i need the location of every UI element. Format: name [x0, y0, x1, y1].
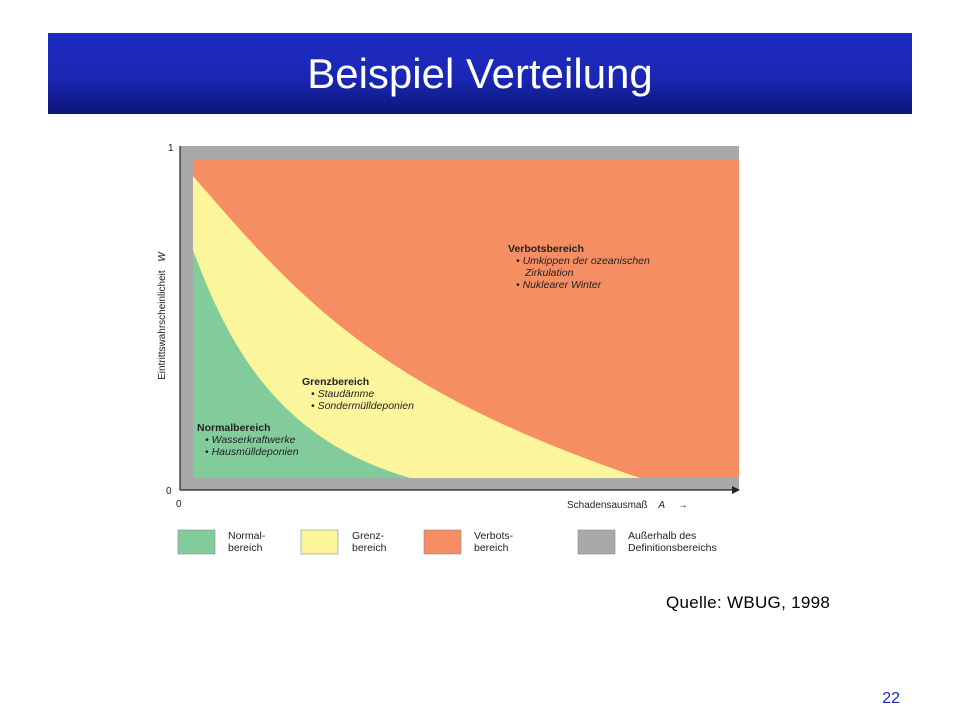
legend-swatch-outside — [578, 530, 615, 554]
x-axis-label — [567, 500, 688, 511]
legend-swatch-grenz — [301, 530, 338, 554]
grenz-item-2: • Sondermülldeponien — [311, 400, 414, 412]
normal-item-1: • Wasserkraftwerke — [205, 434, 296, 446]
legend-swatch-normal — [178, 530, 215, 554]
x-axis-label-text: Schadensausmaß — [567, 500, 648, 511]
normal-item-2: • Hausmülldeponien — [205, 446, 299, 458]
slide-title: Beispiel Verteilung — [307, 49, 653, 97]
legend-label-verbots-1: Verbots- — [474, 530, 514, 542]
x-axis-symbol: A — [658, 500, 666, 511]
grenz-item-1: • Staudämme — [311, 388, 375, 400]
verbots-item-1: • Umkippen der ozeanischen — [516, 255, 650, 267]
legend-swatch-verbots — [424, 530, 461, 554]
y-axis-label — [157, 251, 168, 380]
legend-label-normal-1: Normal- — [228, 530, 266, 542]
source-citation: Quelle: WBUG, 1998 — [666, 593, 831, 612]
y-tick-bottom: 0 — [166, 486, 172, 497]
y-tick-top: 1 — [168, 143, 174, 154]
verbots-item-2: Zirkulation — [525, 267, 574, 279]
y-axis-label-group — [157, 251, 168, 380]
legend-label-outside-1: Außerhalb des — [628, 530, 697, 542]
normal-title: Normalbereich — [197, 422, 271, 434]
y-axis-label-text: Eintrittswahrscheinlicheit — [157, 270, 168, 380]
y-axis-symbol: W — [157, 252, 168, 262]
legend-label-outside-2: Definitionsbereichs — [628, 542, 717, 554]
x-tick-origin: 0 — [176, 499, 182, 510]
legend-label-grenz-2: bereich — [352, 542, 387, 554]
page-number: 22 — [882, 690, 900, 707]
x-axis-arrow: → — [677, 500, 688, 511]
legend-label-normal-2: bereich — [228, 542, 263, 554]
grenz-title: Grenzbereich — [302, 376, 370, 388]
legend-label-grenz-1: Grenz- — [352, 530, 385, 542]
verbots-title: Verbotsbereich — [508, 243, 584, 255]
verbots-item-3: • Nuklearer Winter — [516, 279, 602, 291]
legend-label-verbots-2: bereich — [474, 542, 509, 554]
